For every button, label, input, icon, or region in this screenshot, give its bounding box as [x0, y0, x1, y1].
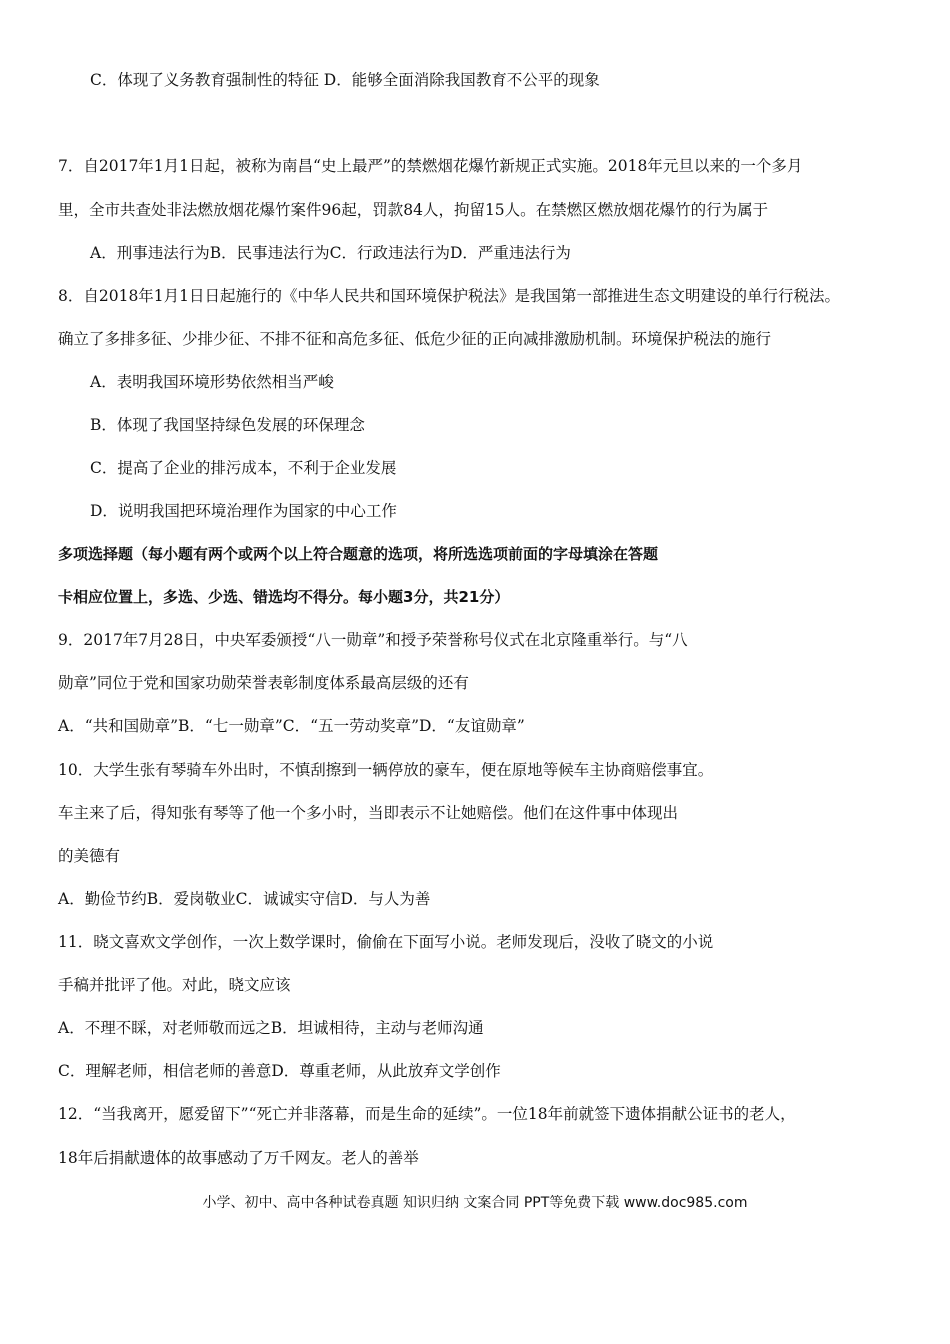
- q10-stem-line3: 的美德有: [58, 847, 121, 865]
- q6-options-cd: C．体现了义务教育强制性的特征 D．能够全面消除我国教育不公平的现象: [90, 71, 600, 89]
- q9-stem-line1: 9．2017年7月28日，中央军委颁授“八一勋章”和授予荣誉称号仪式在北京隆重举行。与“八: [58, 631, 688, 649]
- q11-options-cd: C．理解老师，相信老师的善意D．尊重老师，从此放弃文学创作: [58, 1062, 501, 1080]
- q8-option-d: D．说明我国把环境治理作为国家的中心工作: [90, 502, 397, 520]
- q7-stem-line1: 7．自2017年1月1日起，被称为南昌“史上最严”的禁燃烟花爆竹新规正式实施。2018年元旦以来的一个多月: [58, 157, 803, 175]
- q9-options: A．“共和国勋章”B．“七一勋章”C．“五一劳动奖章”D．“友谊勋章”: [58, 717, 525, 735]
- q11-options-ab: A．不理不睬，对老师敬而远之B．坦诚相待，主动与老师沟通: [58, 1019, 484, 1037]
- q8-stem-line2: 确立了多排多征、少排少征、不排不征和高危多征、低危少征的正向减排激励机制。环境保护税法的施行: [58, 330, 772, 348]
- q8-option-a: A．表明我国环境形势依然相当严峻: [90, 373, 334, 391]
- q9-stem-line2: 勋章”同位于党和国家功勋荣誉表彰制度体系最高层级的还有: [58, 674, 469, 692]
- section-heading-line1: 多项选择题（每小题有两个或两个以上符合题意的选项，将所选选项前面的字母填涂在答题: [58, 545, 659, 563]
- q11-stem-line2: 手稿并批评了他。对此，晓文应该: [58, 976, 291, 994]
- q8-option-c: C．提高了企业的排污成本，不利于企业发展: [90, 459, 397, 477]
- page-footer: 小学、初中、高中各种试卷真题 知识归纳 文案合同 PPT等免费下载 www.doc985.com: [202, 1195, 748, 1211]
- q10-stem-line2: 车主来了后，得知张有琴等了他一个多小时，当即表示不让她赔偿。他们在这件事中体现出: [58, 804, 679, 822]
- q7-options: A．刑事违法行为B．民事违法行为C．行政违法行为D．严重违法行为: [90, 244, 571, 262]
- section-heading-line2: 卡相应位置上，多选、少选、错选均不得分。每小题3分，共21分）: [58, 588, 510, 606]
- q10-options: A．勤俭节约B．爱岗敬业C．诚诚实守信D．与人为善: [58, 890, 431, 908]
- q11-stem-line1: 11．晓文喜欢文学创作，一次上数学课时，偷偷在下面写小说。老师发现后，没收了晓文的小说: [58, 933, 714, 951]
- q12-stem-line1: 12．“当我离开，愿爱留下”“死亡并非落幕，而是生命的延续”。一位18年前就签下遗体捐献公证书的老人，: [58, 1105, 796, 1123]
- q8-stem-line1: 8．自2018年1月1日日起施行的《中华人民共和国环境保护税法》是我国第一部推进生态文明建设的单行行税法。: [58, 287, 841, 305]
- q8-option-b: B．体现了我国坚持绿色发展的环保理念: [90, 416, 365, 434]
- q7-stem-line2: 里，全市共查处非法燃放烟花爆竹案件96起，罚款84人，拘留15人。在禁燃区燃放烟花爆竹的行为属于: [58, 201, 769, 219]
- q10-stem-line1: 10．大学生张有琴骑车外出时，不慎刮擦到一辆停放的豪车，便在原地等候车主协商赔偿事宜。: [58, 761, 714, 779]
- q12-stem-line2: 18年后捐献遗体的故事感动了万千网友。老人的善举: [58, 1149, 419, 1167]
